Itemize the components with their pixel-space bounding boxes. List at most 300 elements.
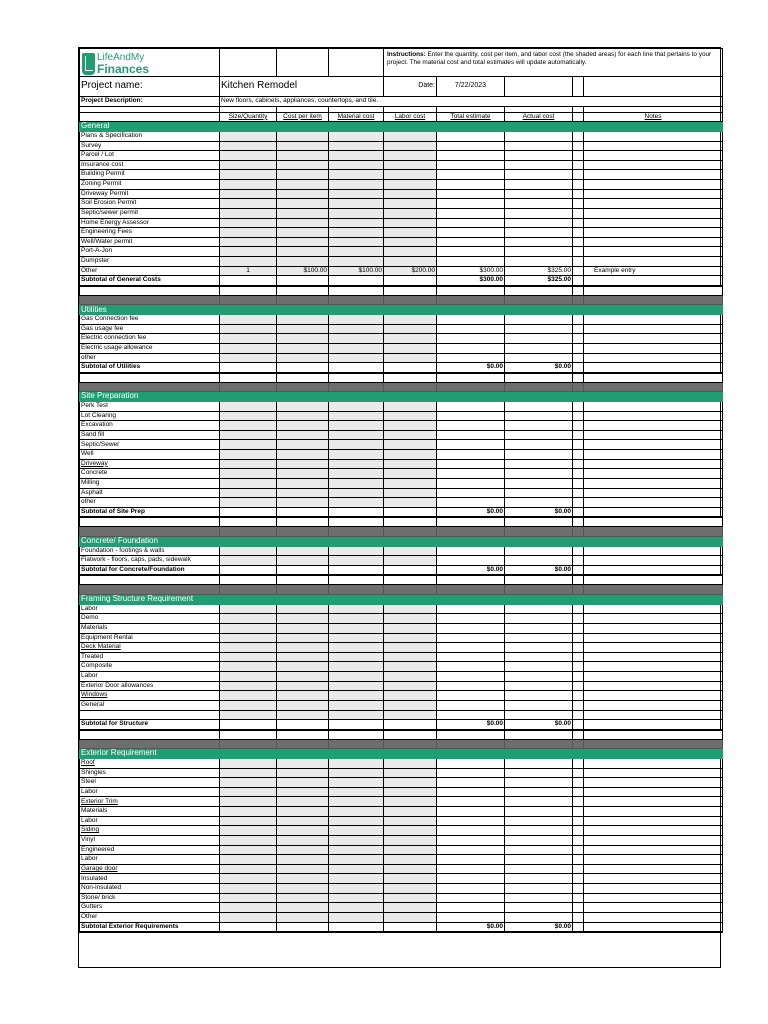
actual-cost-input[interactable] [505, 893, 573, 903]
date-value[interactable]: 7/22/2023 [437, 77, 505, 97]
notes-input[interactable] [584, 652, 723, 662]
labor-cost-input[interactable] [384, 151, 437, 161]
labor-cost-input[interactable] [384, 401, 437, 411]
actual-cost-input[interactable]: $325.00 [505, 266, 573, 276]
notes-input[interactable] [584, 334, 723, 344]
labor-cost-input[interactable] [384, 778, 437, 788]
cost-per-item-input[interactable] [277, 604, 329, 614]
quantity-input[interactable] [220, 199, 277, 209]
quantity-input[interactable] [220, 614, 277, 624]
notes-input[interactable] [584, 768, 723, 778]
labor-cost-input[interactable] [384, 411, 437, 421]
actual-cost-input[interactable] [505, 131, 573, 141]
cost-per-item-input[interactable] [277, 807, 329, 817]
notes-input[interactable] [584, 151, 723, 161]
notes-input[interactable] [584, 835, 723, 845]
cost-per-item-input[interactable] [277, 845, 329, 855]
actual-cost-input[interactable] [505, 440, 573, 450]
quantity-input[interactable] [220, 247, 277, 257]
quantity-input[interactable] [220, 450, 277, 460]
cost-per-item-input[interactable] [277, 411, 329, 421]
cost-per-item-input[interactable] [277, 614, 329, 624]
actual-cost-input[interactable] [505, 151, 573, 161]
quantity-input[interactable] [220, 459, 277, 469]
quantity-input[interactable] [220, 469, 277, 479]
quantity-input[interactable] [220, 700, 277, 710]
quantity-input[interactable] [220, 903, 277, 913]
labor-cost-input[interactable] [384, 893, 437, 903]
quantity-input[interactable] [220, 343, 277, 353]
cost-per-item-input[interactable] [277, 797, 329, 807]
actual-cost-input[interactable] [505, 450, 573, 460]
labor-cost-input[interactable] [384, 912, 437, 922]
notes-input[interactable] [584, 160, 723, 170]
labor-cost-input[interactable] [384, 710, 437, 720]
actual-cost-input[interactable] [505, 430, 573, 440]
actual-cost-input[interactable] [505, 700, 573, 710]
quantity-input[interactable] [220, 681, 277, 691]
notes-input[interactable] [584, 237, 723, 247]
notes-input[interactable] [584, 778, 723, 788]
notes-input[interactable] [584, 807, 723, 817]
cost-per-item-input[interactable] [277, 556, 329, 566]
notes-input[interactable] [584, 498, 723, 508]
labor-cost-input[interactable] [384, 430, 437, 440]
actual-cost-input[interactable] [505, 141, 573, 151]
actual-cost-input[interactable] [505, 604, 573, 614]
notes-input[interactable] [584, 884, 723, 894]
cost-per-item-input[interactable] [277, 199, 329, 209]
cost-per-item-input[interactable] [277, 180, 329, 190]
actual-cost-input[interactable] [505, 334, 573, 344]
labor-cost-input[interactable] [384, 903, 437, 913]
cost-per-item-input[interactable] [277, 700, 329, 710]
notes-input[interactable] [584, 469, 723, 479]
cost-per-item-input[interactable] [277, 334, 329, 344]
quantity-input[interactable] [220, 478, 277, 488]
quantity-input[interactable] [220, 440, 277, 450]
quantity-input[interactable] [220, 807, 277, 817]
cost-per-item-input[interactable] [277, 758, 329, 768]
labor-cost-input[interactable] [384, 614, 437, 624]
quantity-input[interactable] [220, 874, 277, 884]
notes-input[interactable] [584, 700, 723, 710]
labor-cost-input[interactable] [384, 450, 437, 460]
notes-input[interactable] [584, 816, 723, 826]
actual-cost-input[interactable] [505, 681, 573, 691]
notes-input[interactable] [584, 758, 723, 768]
cost-per-item-input[interactable] [277, 343, 329, 353]
notes-input[interactable] [584, 681, 723, 691]
notes-input[interactable] [584, 180, 723, 190]
labor-cost-input[interactable] [384, 845, 437, 855]
labor-cost-input[interactable] [384, 884, 437, 894]
quantity-input[interactable] [220, 604, 277, 614]
cost-per-item-input[interactable] [277, 131, 329, 141]
notes-input[interactable] [584, 614, 723, 624]
cost-per-item-input[interactable] [277, 353, 329, 363]
cost-per-item-input[interactable] [277, 257, 329, 267]
quantity-input[interactable] [220, 643, 277, 653]
notes-input[interactable] [584, 662, 723, 672]
labor-cost-input[interactable] [384, 160, 437, 170]
labor-cost-input[interactable] [384, 141, 437, 151]
notes-input[interactable] [584, 845, 723, 855]
actual-cost-input[interactable] [505, 315, 573, 325]
cost-per-item-input[interactable] [277, 170, 329, 180]
quantity-input[interactable] [220, 652, 277, 662]
cost-per-item-input[interactable] [277, 623, 329, 633]
actual-cost-input[interactable] [505, 768, 573, 778]
labor-cost-input[interactable] [384, 218, 437, 228]
quantity-input[interactable] [220, 893, 277, 903]
cost-per-item-input[interactable] [277, 498, 329, 508]
cost-per-item-input[interactable] [277, 874, 329, 884]
cost-per-item-input[interactable] [277, 691, 329, 701]
actual-cost-input[interactable] [505, 208, 573, 218]
actual-cost-input[interactable] [505, 546, 573, 556]
cost-per-item-input[interactable] [277, 208, 329, 218]
labor-cost-input[interactable] [384, 343, 437, 353]
quantity-input[interactable] [220, 864, 277, 874]
cost-per-item-input[interactable] [277, 218, 329, 228]
actual-cost-input[interactable] [505, 672, 573, 682]
actual-cost-input[interactable] [505, 421, 573, 431]
notes-input[interactable] [584, 141, 723, 151]
quantity-input[interactable] [220, 411, 277, 421]
cost-per-item-input[interactable] [277, 430, 329, 440]
actual-cost-input[interactable] [505, 912, 573, 922]
notes-input[interactable] [584, 199, 723, 209]
labor-cost-input[interactable] [384, 469, 437, 479]
quantity-input[interactable] [220, 324, 277, 334]
cost-per-item-input[interactable] [277, 662, 329, 672]
labor-cost-input[interactable] [384, 835, 437, 845]
quantity-input[interactable] [220, 237, 277, 247]
cost-per-item-input[interactable] [277, 488, 329, 498]
notes-input[interactable] [584, 353, 723, 363]
quantity-input[interactable] [220, 180, 277, 190]
cost-per-item-input[interactable] [277, 835, 329, 845]
notes-input[interactable] [584, 710, 723, 720]
quantity-input[interactable] [220, 778, 277, 788]
actual-cost-input[interactable] [505, 797, 573, 807]
notes-input[interactable] [584, 546, 723, 556]
actual-cost-input[interactable] [505, 691, 573, 701]
quantity-input[interactable] [220, 691, 277, 701]
labor-cost-input[interactable] [384, 180, 437, 190]
actual-cost-input[interactable] [505, 835, 573, 845]
quantity-input[interactable] [220, 633, 277, 643]
labor-cost-input[interactable] [384, 604, 437, 614]
cost-per-item-input[interactable] [277, 652, 329, 662]
labor-cost-input[interactable] [384, 864, 437, 874]
notes-input[interactable] [584, 478, 723, 488]
actual-cost-input[interactable] [505, 469, 573, 479]
cost-per-item-input[interactable] [277, 643, 329, 653]
labor-cost-input[interactable] [384, 459, 437, 469]
notes-input[interactable] [584, 874, 723, 884]
labor-cost-input[interactable] [384, 652, 437, 662]
labor-cost-input[interactable] [384, 440, 437, 450]
actual-cost-input[interactable] [505, 488, 573, 498]
labor-cost-input[interactable] [384, 700, 437, 710]
labor-cost-input[interactable] [384, 208, 437, 218]
labor-cost-input[interactable] [384, 353, 437, 363]
cost-per-item-input[interactable] [277, 912, 329, 922]
quantity-input[interactable] [220, 353, 277, 363]
labor-cost-input[interactable] [384, 681, 437, 691]
notes-input[interactable] [584, 787, 723, 797]
actual-cost-input[interactable] [505, 170, 573, 180]
notes-input[interactable] [584, 912, 723, 922]
quantity-input[interactable] [220, 315, 277, 325]
labor-cost-input[interactable] [384, 324, 437, 334]
quantity-input[interactable] [220, 623, 277, 633]
cost-per-item-input[interactable] [277, 903, 329, 913]
notes-input[interactable] [584, 855, 723, 865]
notes-input[interactable] [584, 604, 723, 614]
quantity-input[interactable] [220, 189, 277, 199]
notes-input[interactable] [584, 633, 723, 643]
notes-input[interactable] [584, 189, 723, 199]
cost-per-item-input[interactable] [277, 778, 329, 788]
quantity-input[interactable] [220, 401, 277, 411]
labor-cost-input[interactable] [384, 556, 437, 566]
cost-per-item-input[interactable] [277, 546, 329, 556]
actual-cost-input[interactable] [505, 855, 573, 865]
labor-cost-input[interactable]: $200.00 [384, 266, 437, 276]
quantity-input[interactable] [220, 835, 277, 845]
actual-cost-input[interactable] [505, 257, 573, 267]
cost-per-item-input[interactable] [277, 768, 329, 778]
cost-per-item-input[interactable] [277, 633, 329, 643]
notes-input[interactable] [584, 257, 723, 267]
quantity-input[interactable] [220, 826, 277, 836]
actual-cost-input[interactable] [505, 353, 573, 363]
cost-per-item-input[interactable] [277, 787, 329, 797]
notes-input[interactable]: Example entry [584, 266, 723, 276]
actual-cost-input[interactable] [505, 845, 573, 855]
notes-input[interactable] [584, 903, 723, 913]
quantity-input[interactable] [220, 228, 277, 238]
notes-input[interactable] [584, 826, 723, 836]
quantity-input[interactable] [220, 498, 277, 508]
labor-cost-input[interactable] [384, 199, 437, 209]
quantity-input[interactable] [220, 430, 277, 440]
labor-cost-input[interactable] [384, 816, 437, 826]
quantity-input[interactable] [220, 768, 277, 778]
quantity-input[interactable] [220, 855, 277, 865]
notes-input[interactable] [584, 893, 723, 903]
notes-input[interactable] [584, 343, 723, 353]
actual-cost-input[interactable] [505, 247, 573, 257]
notes-input[interactable] [584, 623, 723, 633]
quantity-input[interactable] [220, 218, 277, 228]
cost-per-item-input[interactable] [277, 401, 329, 411]
cost-per-item-input[interactable] [277, 672, 329, 682]
quantity-input[interactable] [220, 816, 277, 826]
quantity-input[interactable] [220, 334, 277, 344]
labor-cost-input[interactable] [384, 672, 437, 682]
cost-per-item-input[interactable] [277, 440, 329, 450]
labor-cost-input[interactable] [384, 633, 437, 643]
labor-cost-input[interactable] [384, 170, 437, 180]
cost-per-item-input[interactable] [277, 237, 329, 247]
actual-cost-input[interactable] [505, 884, 573, 894]
labor-cost-input[interactable] [384, 826, 437, 836]
labor-cost-input[interactable] [384, 662, 437, 672]
labor-cost-input[interactable] [384, 797, 437, 807]
labor-cost-input[interactable] [384, 478, 437, 488]
quantity-input[interactable] [220, 257, 277, 267]
cost-per-item-input[interactable]: $100.00 [277, 266, 329, 276]
labor-cost-input[interactable] [384, 758, 437, 768]
labor-cost-input[interactable] [384, 623, 437, 633]
actual-cost-input[interactable] [505, 189, 573, 199]
quantity-input[interactable] [220, 208, 277, 218]
quantity-input[interactable] [220, 160, 277, 170]
notes-input[interactable] [584, 208, 723, 218]
labor-cost-input[interactable] [384, 643, 437, 653]
notes-input[interactable] [584, 131, 723, 141]
actual-cost-input[interactable] [505, 633, 573, 643]
labor-cost-input[interactable] [384, 546, 437, 556]
labor-cost-input[interactable] [384, 874, 437, 884]
quantity-input[interactable] [220, 151, 277, 161]
labor-cost-input[interactable] [384, 768, 437, 778]
actual-cost-input[interactable] [505, 710, 573, 720]
actual-cost-input[interactable] [505, 324, 573, 334]
actual-cost-input[interactable] [505, 816, 573, 826]
notes-input[interactable] [584, 556, 723, 566]
actual-cost-input[interactable] [505, 826, 573, 836]
cost-per-item-input[interactable] [277, 315, 329, 325]
cost-per-item-input[interactable] [277, 893, 329, 903]
quantity-input[interactable] [220, 797, 277, 807]
cost-per-item-input[interactable] [277, 681, 329, 691]
cost-per-item-input[interactable] [277, 247, 329, 257]
notes-input[interactable] [584, 691, 723, 701]
notes-input[interactable] [584, 247, 723, 257]
quantity-input[interactable] [220, 556, 277, 566]
cost-per-item-input[interactable] [277, 141, 329, 151]
cost-per-item-input[interactable] [277, 459, 329, 469]
notes-input[interactable] [584, 864, 723, 874]
notes-input[interactable] [584, 315, 723, 325]
notes-input[interactable] [584, 672, 723, 682]
quantity-input[interactable] [220, 662, 277, 672]
cost-per-item-input[interactable] [277, 421, 329, 431]
quantity-input[interactable] [220, 672, 277, 682]
quantity-input[interactable] [220, 884, 277, 894]
actual-cost-input[interactable] [505, 459, 573, 469]
project-description-value[interactable]: New floors, cabinets, appliances, countertops, and tile. [220, 97, 723, 107]
quantity-input[interactable] [220, 131, 277, 141]
actual-cost-input[interactable] [505, 228, 573, 238]
labor-cost-input[interactable] [384, 855, 437, 865]
cost-per-item-input[interactable] [277, 151, 329, 161]
notes-input[interactable] [584, 228, 723, 238]
quantity-input[interactable] [220, 546, 277, 556]
cost-per-item-input[interactable] [277, 864, 329, 874]
actual-cost-input[interactable] [505, 237, 573, 247]
actual-cost-input[interactable] [505, 498, 573, 508]
notes-input[interactable] [584, 324, 723, 334]
notes-input[interactable] [584, 401, 723, 411]
labor-cost-input[interactable] [384, 421, 437, 431]
actual-cost-input[interactable] [505, 874, 573, 884]
actual-cost-input[interactable] [505, 864, 573, 874]
actual-cost-input[interactable] [505, 401, 573, 411]
cost-per-item-input[interactable] [277, 884, 329, 894]
quantity-input[interactable] [220, 758, 277, 768]
labor-cost-input[interactable] [384, 488, 437, 498]
quantity-input[interactable] [220, 710, 277, 720]
actual-cost-input[interactable] [505, 614, 573, 624]
quantity-input[interactable] [220, 170, 277, 180]
labor-cost-input[interactable] [384, 189, 437, 199]
quantity-input[interactable] [220, 787, 277, 797]
notes-input[interactable] [584, 450, 723, 460]
project-name-value[interactable]: Kitchen Remodel [220, 77, 384, 97]
cost-per-item-input[interactable] [277, 160, 329, 170]
actual-cost-input[interactable] [505, 807, 573, 817]
actual-cost-input[interactable] [505, 787, 573, 797]
quantity-input[interactable] [220, 421, 277, 431]
cost-per-item-input[interactable] [277, 710, 329, 720]
cost-per-item-input[interactable] [277, 816, 329, 826]
notes-input[interactable] [584, 797, 723, 807]
actual-cost-input[interactable] [505, 411, 573, 421]
quantity-input[interactable] [220, 488, 277, 498]
notes-input[interactable] [584, 421, 723, 431]
notes-input[interactable] [584, 411, 723, 421]
labor-cost-input[interactable] [384, 691, 437, 701]
actual-cost-input[interactable] [505, 662, 573, 672]
labor-cost-input[interactable] [384, 228, 437, 238]
cost-per-item-input[interactable] [277, 469, 329, 479]
actual-cost-input[interactable] [505, 643, 573, 653]
cost-per-item-input[interactable] [277, 855, 329, 865]
notes-input[interactable] [584, 430, 723, 440]
labor-cost-input[interactable] [384, 787, 437, 797]
notes-input[interactable] [584, 459, 723, 469]
actual-cost-input[interactable] [505, 556, 573, 566]
cost-per-item-input[interactable] [277, 826, 329, 836]
actual-cost-input[interactable] [505, 199, 573, 209]
actual-cost-input[interactable] [505, 903, 573, 913]
labor-cost-input[interactable] [384, 498, 437, 508]
labor-cost-input[interactable] [384, 334, 437, 344]
cost-per-item-input[interactable] [277, 324, 329, 334]
labor-cost-input[interactable] [384, 315, 437, 325]
actual-cost-input[interactable] [505, 343, 573, 353]
notes-input[interactable] [584, 170, 723, 180]
labor-cost-input[interactable] [384, 807, 437, 817]
labor-cost-input[interactable] [384, 247, 437, 257]
actual-cost-input[interactable] [505, 652, 573, 662]
quantity-input[interactable] [220, 912, 277, 922]
notes-input[interactable] [584, 440, 723, 450]
actual-cost-input[interactable] [505, 778, 573, 788]
actual-cost-input[interactable] [505, 623, 573, 633]
quantity-input[interactable] [220, 141, 277, 151]
notes-input[interactable] [584, 643, 723, 653]
actual-cost-input[interactable] [505, 180, 573, 190]
cost-per-item-input[interactable] [277, 450, 329, 460]
actual-cost-input[interactable] [505, 160, 573, 170]
